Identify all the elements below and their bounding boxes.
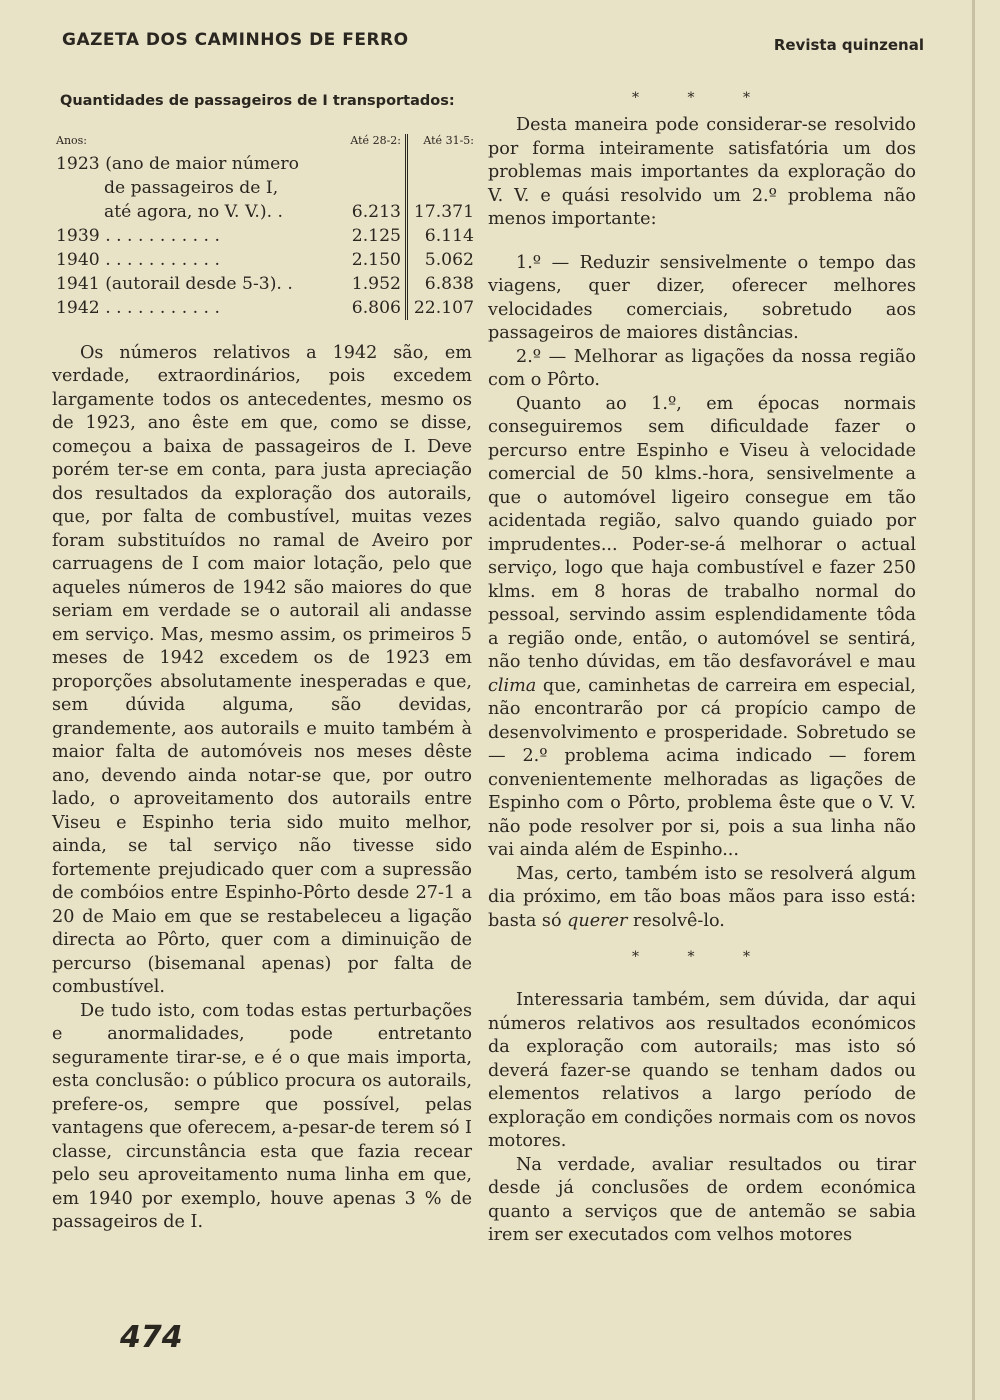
- running-header-title: GAZETA DOS CAMINHOS DE FERRO: [62, 30, 409, 50]
- page-edge-shadow: [972, 0, 975, 1400]
- right-column: [488, 86, 916, 1248]
- table-cell: 5.062: [424, 249, 474, 270]
- row-label: 1942 . . . . . . . . . . .: [56, 297, 220, 318]
- table-cell: 17.371: [413, 201, 474, 222]
- table-title: Quantidades de passageiros de I transportados:: [60, 93, 455, 109]
- row-label: de passageiros de I,: [104, 177, 279, 198]
- table-cell: 2.150: [335, 248, 407, 272]
- body-paragraph: Interessaria também, sem dúvida, dar aqui números relativos aos resultados económicos da exploração com autorails; mas isto só deverá fazer-se quando se tenham dados ou elementos relativos a largo período de exploração em condições normais com os novos motores.: [488, 990, 916, 1151]
- table-cell: 22.107: [413, 297, 474, 318]
- row-label: 1940 . . . . . . . . . . .: [56, 249, 220, 270]
- table-row: [56, 272, 474, 296]
- table-row: [56, 296, 474, 320]
- table-row: [56, 152, 474, 176]
- col-header-feb: Até 28-2:: [335, 134, 407, 152]
- row-label: 1923 (ano de maior número: [56, 153, 299, 174]
- list-item: 2.º — Melhorar as ligações da nossa região com o Pôrto.: [488, 346, 916, 390]
- row-label: até agora, no V. V.). .: [104, 201, 283, 222]
- table-row: [56, 224, 474, 248]
- table-cell: 6.838: [424, 273, 474, 294]
- body-paragraph: Quanto ao 1.º, em épocas normais conseguiremos sem dificuldade fazer o percurso entre Espinho e Viseu à velocidade comercial de 50 klms.-hora, sensivelmente a que o automóvel ligeiro consegue em tão acidentada região, salvo quando guiado por imprudentes... Poder-se-á melhorar o actual serviço, logo que haja combustível e fazer 250 klms. em 8 horas de trabalho normal do pessoal, servindo assim esplendidamente tôda a região onde, então, o automóvel se sentirá, não tenho dúvidas, em tão desfavorável e mau clima que, caminhetas de carreira em especial, não encontrarão por cá propício campo de desenvolvimento e prosperidade. Sobretudo se — 2.º problema acima indicado — forem convenientemente melhoradas as ligações de Espinho com o Pôrto, problema êste que o V. V. não pode resolver por si, pois a sua linha não vai ainda além de Espinho...: [488, 393, 916, 860]
- left-column: [52, 90, 472, 1235]
- running-header-subtitle: Revista quinzenal: [773, 36, 924, 54]
- table-cell: 6.114: [424, 225, 474, 246]
- body-paragraph: Mas, certo, também isto se resolverá algum dia próximo, em tão boas mãos para isso está: basta só querer resolvê-lo.: [488, 863, 916, 931]
- table-cell: 2.125: [335, 224, 407, 248]
- table-cell: 6.806: [335, 296, 407, 320]
- body-paragraph: Desta maneira pode considerar-se resolvido por forma inteiramente satisfatória um dos problemas mais importantes da exploração do V. V. e quási resolvido um 2.º problema não menos importante:: [488, 115, 916, 229]
- row-label: 1939 . . . . . . . . . . .: [56, 225, 220, 246]
- table-header-row: [56, 134, 474, 152]
- table-row: [56, 200, 474, 224]
- body-paragraph: Os números relativos a 1942 são, em verdade, extraordinários, pois excedem largamente todos os antecedentes, mesmo os de 1923, ano êste em que, como se disse, começou a baixa de passageiros de I. Deve porém ter-se em conta, para justa apreciação dos resultados da exploração dos autorails, que, por falta de combustível, muitas vezes foram substituídos no ramal de Aveiro por carruagens de I com maior lotação, pelo que aqueles números de 1942 são maiores do que seriam em verdade se o autorail ali andasse em serviço. Mas, mesmo assim, os primeiros 5 meses de 1942 excedem os de 1923 em proporções absolutamente inesperadas e que, sem dúvida alguma, são devidas, grandemente, aos autorails e muito também à maior falta de automóveis nos meses dêste ano, devendo ainda notar-se que, por outro lado, o aproveitamento dos autorails entre Viseu e Espinho teria sido muito melhor, ainda, se tal serviço não tivesse sido fortemente prejudicado quer com a supressão de combóios entre Espinho-Pôrto desde 27-1 a 20 de Maio em que se restabeleceu a ligação directa ao Pôrto, quer com a diminuição de percurso (bisemanal apenas) por falta de combustível.: [52, 342, 472, 997]
- body-paragraph: Na verdade, avaliar resultados ou tirar desde já conclusões de ordem económica quanto a serviços que de antemão se sabia irem ser executados com velhos motores: [488, 1154, 916, 1245]
- passenger-table: [56, 134, 474, 320]
- row-label: 1941 (autorail desde 5-3). .: [56, 273, 293, 294]
- body-paragraph: De tudo isto, com todas estas perturbações e anormalidades, pode entretanto seguramente tirar-se, e é o que mais importa, esta conclusão: o público procura os autorails, prefere-os, sempre que possível, pelas vantagens que oferecem, a-pesar-de terem só I classe, circunstância esta que fazia recear pelo seu aproveitamento numa linha em que, em 1940 por exemplo, houve apenas 3 % de passageiros de I.: [52, 1000, 473, 1232]
- page-number: 474: [120, 1320, 183, 1355]
- section-separator: * * *: [632, 949, 772, 965]
- emphasis-clima: clima: [488, 675, 537, 696]
- section-separator: * * *: [632, 90, 772, 106]
- col-header-years: Anos:: [56, 133, 88, 147]
- table-row: [56, 248, 474, 272]
- table-row: [56, 176, 474, 200]
- list-item: 1.º — Reduzir sensivelmente o tempo das viagens, quer dizer, oferecer melhores velocidades comerciais, sobretudo aos passageiros de maiores distâncias.: [488, 252, 916, 343]
- table-cell: 6.213: [335, 200, 407, 224]
- emphasis-querer: querer: [567, 910, 628, 931]
- table-cell: 1.952: [335, 272, 407, 296]
- col-header-may: Até 31-5:: [423, 133, 474, 147]
